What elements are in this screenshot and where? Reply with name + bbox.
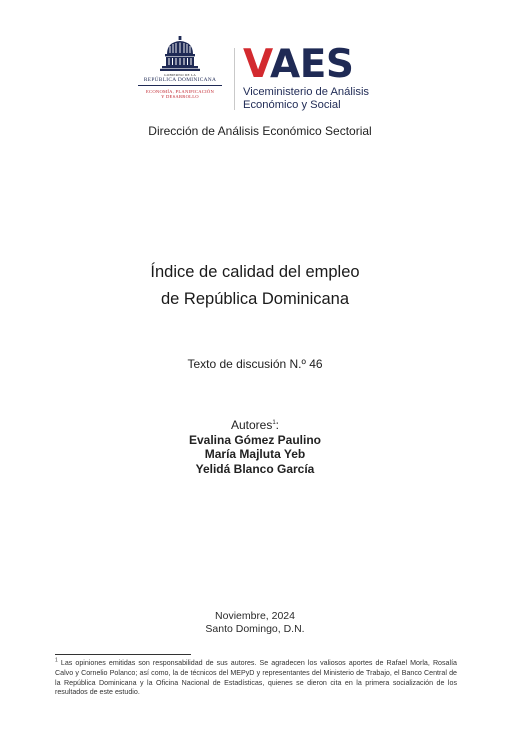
author-name: Yelidá Blanco García (195, 461, 315, 476)
authors-label (0, 418, 510, 433)
author-name: Evalina Gómez Paulino (188, 432, 322, 447)
government-label: GOBIERNO DE LA (164, 73, 196, 77)
authors-label-colon: : (275, 418, 280, 432)
document-title (0, 259, 510, 313)
department-name: Dirección de Análisis Económico Sectorial (148, 124, 372, 138)
logo-divider (138, 85, 222, 86)
ministry-name-line1: ECONOMÍA, PLANIFICACIÓN (145, 88, 215, 94)
authors-section (0, 418, 510, 476)
footnote (55, 659, 457, 698)
vaes-subtitle-line2: Económico y Social (243, 99, 341, 111)
title-line2: de República Dominicana (160, 290, 350, 308)
footnote-divider (55, 654, 191, 655)
discussion-paper-number: Texto de discusión N.º 46 (187, 357, 323, 371)
vaes-letter-v: V (243, 42, 271, 87)
footnote-text: Las opiniones emitidas son responsabilidad de sus autores. Se agradecen los valiosos aportes de Rafael Morla, Rosalía Calvo y Cornelio Polanco; así como, la de técnicos del MEPyD y representantes del Ministerio de Trabajo, el Banco Central de la República Dominicana y la Oficina Nacional de Estadísticas, quienes se dieron cita en la primera socialización de los resultados de este estudio. (55, 659, 457, 697)
country-name: REPÚBLICA DOMINICANA (143, 77, 217, 83)
vaes-subtitle-line1: Viceministerio de Análisis (243, 86, 370, 98)
logo-separator (234, 48, 235, 110)
authors-label-text: Autores (230, 418, 273, 432)
publication-info (0, 610, 510, 636)
government-logo (132, 36, 228, 110)
authors-footnote-marker: 1 (272, 420, 276, 426)
vaes-wordmark (243, 44, 383, 86)
title-line1: Índice de calidad del empleo (150, 263, 360, 281)
author-name: María Majluta Yeb (204, 447, 306, 461)
vaes-letters-aes: AES (270, 42, 354, 87)
footnote-marker: 1 (55, 657, 58, 664)
vaes-logo (243, 44, 383, 112)
publication-place: Santo Domingo, D.N. (205, 623, 305, 635)
ministry-name-line2: Y DESARROLLO (161, 94, 199, 100)
publication-date: Noviembre, 2024 (215, 610, 295, 622)
capitol-dome-icon (159, 36, 201, 72)
